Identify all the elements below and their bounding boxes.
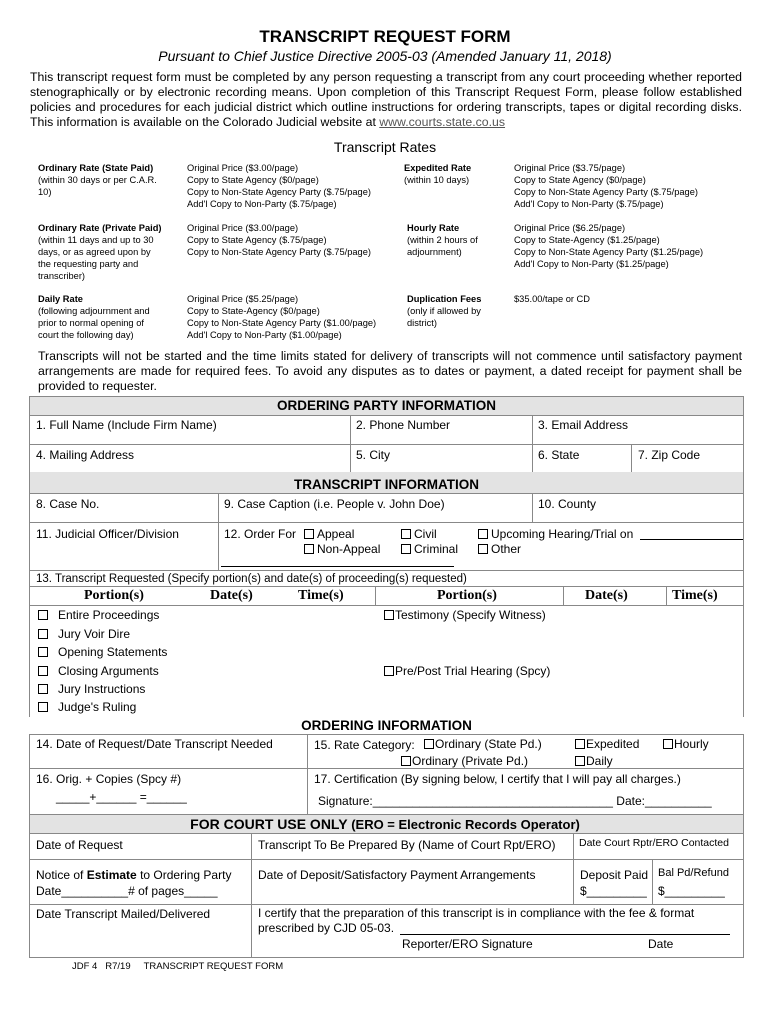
criminal-label: Criminal	[414, 542, 459, 556]
pretrial-label: Pre/Post Trial Hearing (Spcy)	[395, 664, 551, 678]
reporter-signature-label: Reporter/ERO Signature	[402, 937, 533, 951]
checkbox-icon	[401, 544, 411, 554]
form-title: TRANSCRIPT REQUEST FORM	[259, 27, 511, 46]
ordinary-state-checkbox[interactable]	[424, 737, 542, 751]
checkbox-icon	[575, 756, 585, 766]
divider	[563, 586, 564, 605]
zip-field[interactable]: 7. Zip Code	[638, 448, 701, 462]
deposit-paid-label: Deposit Paid	[580, 868, 649, 882]
testimony-label: Testimony (Specify Witness)	[395, 608, 546, 622]
intro-paragraph	[30, 70, 742, 130]
checkbox-icon	[401, 529, 411, 539]
payment-notice: Transcripts will not be started and the time limits stated for delivery of transcripts will not commence until satisfactory payment arrangements are made for required fees. To avoid any disputes as to dates or payment, a dated receipt for payment shall be provided to requester.	[38, 349, 742, 393]
court-use-ero-note: (ERO = Electronic Records Operator)	[351, 817, 580, 832]
col-times-left: Time(s)	[298, 588, 344, 603]
certify-statement: I certify that the preparation of this transcript is in compliance with the fee & format prescribed by CJD 05-03.	[258, 906, 695, 935]
checkbox-icon	[401, 756, 411, 766]
court-use-header	[0, 816, 770, 832]
prepared-by-field[interactable]: Transcript To Be Prepared By (Name of Court Rpt/ERO)	[258, 838, 556, 852]
rate-desc: (within 30 days or per C.A.R. 10)	[38, 175, 157, 197]
rate-duplication-prices: $35.00/tape or CD	[514, 294, 590, 304]
phone-field[interactable]: 2. Phone Number	[356, 418, 451, 432]
checkbox-icon	[304, 544, 314, 554]
full-name-field[interactable]: 1. Full Name (Include Firm Name)	[36, 418, 217, 432]
date-of-deposit-field[interactable]: Date of Deposit/Satisfactory Payment Arrangements	[258, 868, 536, 882]
reporter-signature-line[interactable]	[400, 934, 730, 935]
date-of-request-field[interactable]: 14. Date of Request/Date Transcript Needed	[36, 737, 273, 751]
col-portions-left: Portion(s)	[84, 588, 144, 603]
pretrial-hearing-checkbox[interactable]	[384, 664, 550, 678]
rate-daily	[38, 293, 178, 341]
checkbox-icon	[478, 544, 488, 554]
date-mailed-field[interactable]: Date Transcript Mailed/Delivered	[36, 907, 211, 921]
hourly-label: Hourly	[674, 737, 709, 751]
rate-title: Expedited Rate	[404, 163, 472, 173]
ordinary-private-checkbox[interactable]	[401, 754, 528, 768]
intro-text: This transcript request form must be completed by any person requesting a transcript from any court proceeding whether reported stenographically or by electronic recording means. Upon completion of this Transcript Request Form, please follow established policies and procedures for each judicial district which outline instructions for ordering transcripts, tapes or digital recording disks. This information is available on the Colorado Judicial website at	[30, 70, 742, 129]
divider	[666, 586, 667, 605]
criminal-checkbox[interactable]	[401, 542, 458, 556]
signature-date-label: Date	[648, 937, 674, 951]
rate-ordinary-state	[38, 162, 178, 198]
divider	[307, 734, 308, 814]
certification-label: 17. Certification (By signing below, I certify that I will pay all charges.)	[314, 772, 681, 786]
divider	[29, 570, 744, 571]
transcript-requested-label: 13. Transcript Requested (Specify portion(s) and date(s) of proceeding(s) requested)	[36, 573, 467, 585]
portion-item-jury-voir-dire[interactable]	[38, 627, 130, 641]
divider	[573, 834, 574, 904]
checkbox-icon	[663, 739, 673, 749]
rate-hourly-prices: Original Price ($6.25/page) Copy to State-Agency ($1.25/page) Copy to Non-State Agency Party ($1.25/page) Add'l Copy to Non-Party ($1.25/page)	[514, 223, 704, 269]
rate-title: Ordinary Rate (Private Paid)	[38, 223, 162, 233]
transcript-info-header: TRANSCRIPT INFORMATION	[29, 472, 744, 493]
col-portions-right: Portion(s)	[437, 588, 497, 603]
divider	[29, 957, 744, 958]
notice-estimate-label	[36, 868, 231, 882]
checkbox-icon	[38, 629, 48, 639]
email-field[interactable]: 3. Email Address	[538, 418, 629, 432]
rate-duplication	[407, 293, 507, 329]
rate-expedited	[404, 162, 504, 186]
form-border-left	[29, 734, 30, 814]
bal-pd-refund-label: Bal Pd/Refund	[658, 867, 729, 879]
portion-label: Jury Voir Dire	[58, 627, 131, 641]
checkbox-icon	[304, 529, 314, 539]
orig-copies-label: 16. Orig. + Copies (Spcy #)	[36, 772, 182, 786]
ordering-party-header: ORDERING PARTY INFORMATION	[29, 396, 744, 416]
rate-title: Ordinary Rate (State Paid)	[38, 163, 154, 173]
portion-item-closing-arguments[interactable]	[38, 664, 159, 678]
checkbox-icon	[478, 529, 488, 539]
ordering-info-header: ORDERING INFORMATION	[29, 717, 744, 734]
upcoming-label: Upcoming Hearing/Trial on	[491, 527, 634, 541]
rate-title: Daily Rate	[38, 294, 83, 304]
rate-title: Duplication Fees	[407, 294, 482, 304]
court-date-of-request[interactable]: Date of Request	[36, 838, 123, 852]
form-border-left	[29, 834, 30, 958]
checkbox-icon	[424, 739, 434, 749]
rates-title: Transcript Rates	[333, 139, 437, 155]
daily-checkbox[interactable]	[575, 754, 613, 768]
hourly-checkbox[interactable]	[663, 737, 709, 751]
portion-label: Judge's Ruling	[58, 700, 137, 714]
rate-ordinary-private-prices: Original Price ($3.00/page) Copy to State Agency ($.75/page) Copy to Non-State Agency Party ($.75/page)	[187, 223, 371, 257]
form-border-right	[743, 834, 744, 958]
other-checkbox[interactable]	[478, 542, 521, 556]
upcoming-hearing-checkbox[interactable]	[478, 527, 633, 541]
rate-hourly	[407, 222, 507, 258]
daily-label: Daily	[586, 754, 613, 768]
form-subtitle: Pursuant to Chief Justice Directive 2005-03 (Amended January 11, 2018)	[158, 48, 612, 64]
rate-desc: (within 2 hours of adjournment)	[407, 235, 478, 257]
state-field[interactable]: 6. State	[538, 448, 580, 462]
portion-label: Closing Arguments	[58, 664, 159, 678]
other-specify-line[interactable]	[221, 566, 454, 567]
divider	[29, 859, 744, 860]
divider	[29, 444, 744, 445]
rate-expedited-prices: Original Price ($3.75/page) Copy to State Agency ($0/page) Copy to Non-State Agency Party ($.75/page) Add'l Copy to Non-Party ($.75/page)	[514, 163, 698, 209]
divider	[251, 834, 252, 958]
signature-line[interactable]: Signature:____________________________________ Date:__________	[318, 794, 712, 808]
checkbox-icon	[384, 666, 394, 676]
appeal-checkbox[interactable]	[304, 527, 354, 541]
portion-label: Opening Statements	[58, 645, 168, 659]
non-appeal-checkbox[interactable]	[304, 542, 380, 556]
rate-ordinary-private	[38, 222, 183, 282]
portion-item-opening-statements[interactable]	[38, 645, 167, 659]
portion-item-judges-ruling[interactable]	[38, 700, 136, 714]
mailing-address-field[interactable]: 4. Mailing Address	[36, 448, 135, 462]
courts-website-link[interactable]: www.courts.state.co.us	[379, 115, 506, 129]
rate-desc: (following adjournment and prior to normal opening of court the following day)	[38, 306, 150, 340]
ordinary-private-label: Ordinary (Private Pd.)	[412, 754, 529, 768]
portion-label: Jury Instructions	[58, 682, 146, 696]
rate-category-label: 15. Rate Category:	[314, 738, 415, 752]
portion-item-entire-proceedings[interactable]	[38, 608, 159, 622]
ordinary-state-label: Ordinary (State Pd.)	[435, 737, 542, 751]
portion-item-jury-instructions[interactable]	[38, 682, 145, 696]
notice-of: Notice of	[36, 868, 87, 882]
checkbox-icon	[38, 666, 48, 676]
civil-checkbox[interactable]	[401, 527, 437, 541]
rate-title: Hourly Rate	[407, 223, 460, 233]
civil-label: Civil	[414, 527, 437, 541]
county-field[interactable]: 10. County	[538, 497, 597, 511]
divider	[652, 860, 653, 904]
city-field[interactable]: 5. City	[356, 448, 391, 462]
upcoming-date-line[interactable]	[640, 539, 743, 540]
portion-label: Entire Proceedings	[58, 608, 160, 622]
expedited-label: Expedited	[586, 737, 640, 751]
divider	[218, 493, 219, 570]
checkbox-icon	[38, 702, 48, 712]
rate-desc: (within 10 days)	[404, 175, 470, 185]
estimate-word: Estimate	[86, 868, 137, 882]
divider	[29, 493, 744, 494]
other-label: Other	[491, 542, 522, 556]
divider	[631, 445, 632, 472]
checkbox-icon	[38, 684, 48, 694]
deposit-amount-field[interactable]: $_________	[580, 884, 647, 898]
expedited-checkbox[interactable]	[575, 737, 639, 751]
bal-amount-field[interactable]: $_________	[658, 884, 725, 898]
divider	[29, 734, 744, 735]
col-dates-left: Date(s)	[210, 588, 253, 603]
case-no-field[interactable]: 8. Case No.	[36, 497, 100, 511]
divider	[375, 586, 376, 605]
divider	[29, 522, 744, 523]
divider	[29, 904, 744, 905]
checkbox-icon	[38, 610, 48, 620]
judicial-officer-field[interactable]: 11. Judicial Officer/Division	[36, 527, 179, 541]
rate-daily-prices: Original Price ($5.25/page) Copy to State-Agency ($0/page) Copy to Non-State Agency Party ($1.00/page) Add'l Copy to Non-Party ($1.00/page)	[187, 294, 377, 340]
checkbox-icon	[384, 610, 394, 620]
form-border-right	[743, 734, 744, 814]
case-caption-field[interactable]: 9. Case Caption (i.e. People v. John Doe)	[224, 497, 445, 511]
rate-desc: (within 11 days and up to 30 days, or as agreed upon by the requesting party and transcriber)	[38, 235, 154, 281]
date-contacted-field[interactable]: Date Court Rptr/ERO Contacted	[579, 837, 729, 849]
col-times-right: Time(s)	[672, 588, 718, 603]
non-appeal-label: Non-Appeal	[317, 542, 381, 556]
rate-ordinary-state-prices: Original Price ($3.00/page) Copy to State Agency ($0/page) Copy to Non-State Agency Party ($.75/page) Add'l Copy to Non-Party ($.75/page)	[187, 163, 371, 209]
divider	[29, 768, 744, 769]
testimony-checkbox[interactable]	[384, 608, 546, 622]
copies-input-line[interactable]: _____+______ =______	[56, 790, 187, 804]
divider	[29, 605, 744, 606]
checkbox-icon	[575, 739, 585, 749]
col-dates-right: Date(s)	[585, 588, 628, 603]
divider	[532, 493, 533, 522]
checkbox-icon	[38, 647, 48, 657]
appeal-label: Appeal	[317, 527, 355, 541]
rate-desc: (only if allowed by district)	[407, 306, 481, 328]
form-footer: JDF 4 R7/19 TRANSCRIPT REQUEST FORM	[72, 961, 284, 972]
order-for-label: 12. Order For	[224, 527, 297, 541]
divider	[29, 586, 744, 587]
to-ordering-party: to Ordering Party	[136, 868, 232, 882]
court-use-title: FOR COURT USE ONLY	[190, 816, 352, 832]
estimate-date-pages[interactable]: Date__________# of pages_____	[36, 884, 218, 898]
